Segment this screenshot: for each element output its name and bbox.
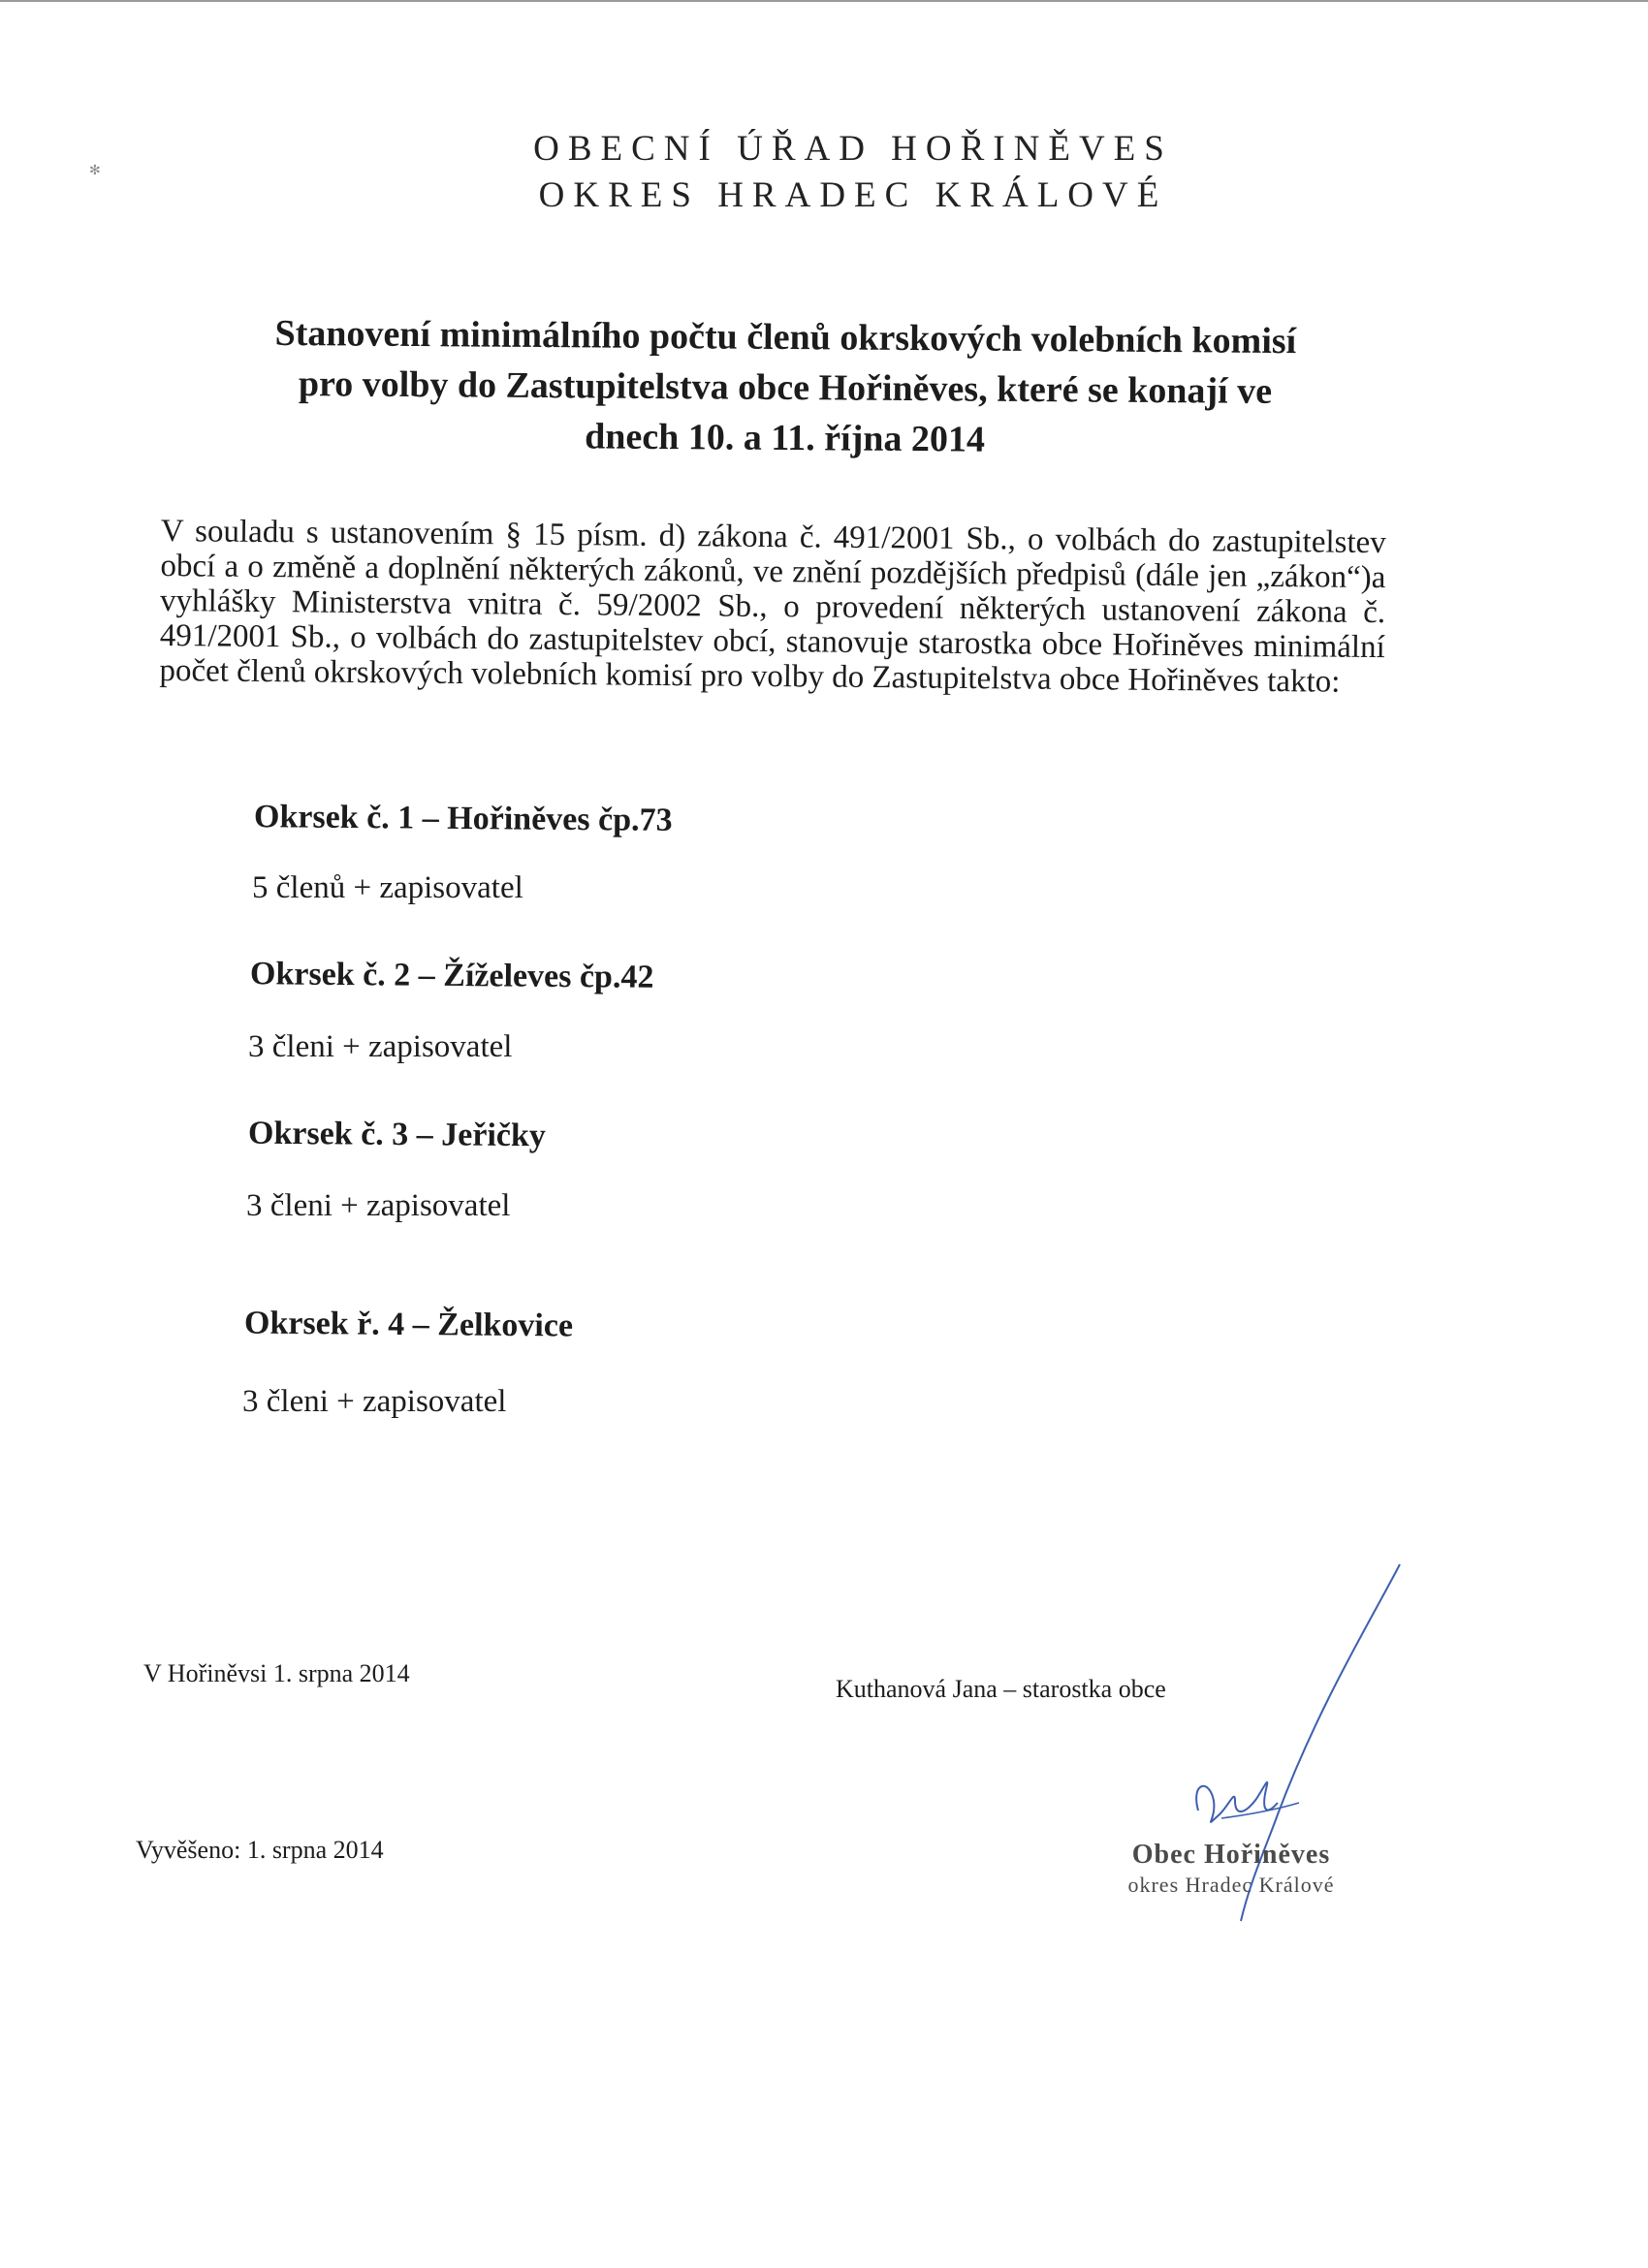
district-2-name: Okrsek č. 2 – Žíželeves čp.42 [249,956,654,995]
letterhead-office: OBECNÍ ÚŘAD HOŘINĚVES [533,129,1173,169]
district-2-members: 3 členi + zapisovatel [248,1029,513,1064]
title-line-2: pro volby do Zastupitelstva obce Hořiněves, které se konají ve [298,363,1273,412]
stamp-line-2: okres Hradec Králové [1127,1873,1335,1897]
district-4-members: 3 členi + zapisovatel [242,1384,507,1419]
stamp-line-1: Obec Hořiněves [1131,1840,1331,1870]
district-1-name: Okrsek č. 1 – Hořiněves čp.73 [253,799,673,838]
title-line-3: dnech 10. a 11. října 2014 [585,416,986,460]
district-3-name: Okrsek č. 3 – Jeřičky [247,1115,547,1154]
letterhead-district: OKRES HRADEC KRÁLOVÉ [538,175,1168,215]
title-line-1: Stanovení minimálního počtu členů okrskových volebních komisí [274,312,1297,362]
intro-paragraph [159,514,1386,700]
district-4-name: Okrsek ř. 4 – Želkovice [243,1305,574,1344]
scan-speck: ✻ [89,164,101,178]
district-1-members: 5 členů + zapisovatel [252,870,523,905]
document-title [154,307,1415,468]
scan-edge [0,0,1648,2]
place-date: V Hořiněvsi 1. srpna 2014 [143,1659,410,1687]
posted-date: Vyvěšeno: 1. srpna 2014 [136,1836,384,1864]
official-stamp [1086,1840,1377,1898]
signatory: Kuthanová Jana – starostka obce [836,1675,1166,1703]
district-3-members: 3 členi + zapisovatel [246,1188,511,1223]
intro-text: V souladu s ustanovením § 15 písm. d) zákona č. 491/2001 Sb., o volbách do zastupitelstev obcí a o změně a doplnění některých zákonů, ve znění pozdějších předpisů (dále jen „zákon“)a vyhlášky Ministerstva vnitra č. 59/2002 Sb., o provedení některých ustanovení zákona č. 491/2001 Sb., o volbách do zastupitelstev obcí, stanovuje starostka obce Hořiněves minimální počet členů okrskových volebních komisí pro volby do Zastupitelstva obce Hořiněves takto: [159,514,1386,700]
